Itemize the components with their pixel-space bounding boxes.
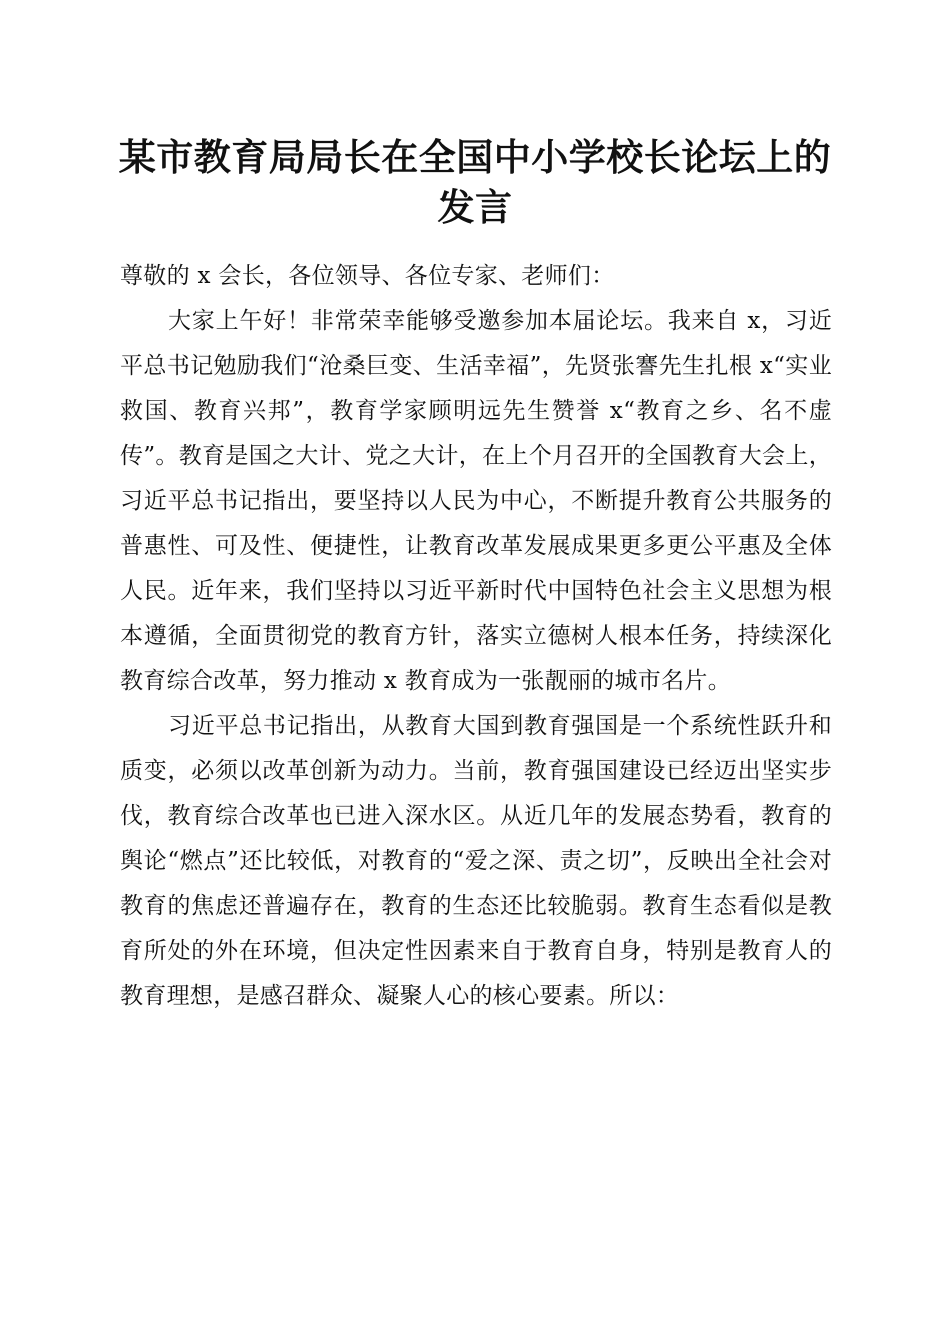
salutation: 尊敬的 x 会长，各位领导、各位专家、老师们： [120, 263, 615, 289]
document-title: 某市教育局局长在全国中小学校长论坛上的发言 [118, 135, 832, 229]
document-body [120, 254, 832, 1019]
body-paragraph-1: 大家上午好！非常荣幸能够受邀参加本届论坛。我来自 x，习近平总书记勉励我们“沧桑巨变、生活幸福”，先贤张謇先生扎根 x“实业救国、教育兴邦”，教育学家顾明远先生赞誉 x“教育之乡、名不虚传”。教育是国之大计、党之大计，在上个月召开的全国教育大会上，习近平总书记指出，要坚持以人民为中心，不断提升教育公共服务的普惠性、可及性、便捷性，让教育改革发展成果更多更公平惠及全体人民。近年来，我们坚持以习近平新时代中国特色社会主义思想为根本遵循，全面贯彻党的教育方针，落实立德树人根本任务，持续深化教育综合改革，努力推动 x 教育成为一张靓丽的城市名片。 [120, 308, 832, 694]
body-paragraph-2: 习近平总书记指出，从教育大国到教育强国是一个系统性跃升和质变，必须以改革创新为动力。当前，教育强国建设已经迈出坚实步伐，教育综合改革也已进入深水区。从近几年的发展态势看，教育的舆论“燃点”还比较低，对教育的“爱之深、责之切”，反映出全社会对教育的焦虑还普遍存在，教育的生态还比较脆弱。教育生态看似是教育所处的外在环境，但决定性因素来自于教育自身，特别是教育人的教育理想，是感召群众、凝聚人心的核心要素。所以： [120, 713, 832, 1009]
